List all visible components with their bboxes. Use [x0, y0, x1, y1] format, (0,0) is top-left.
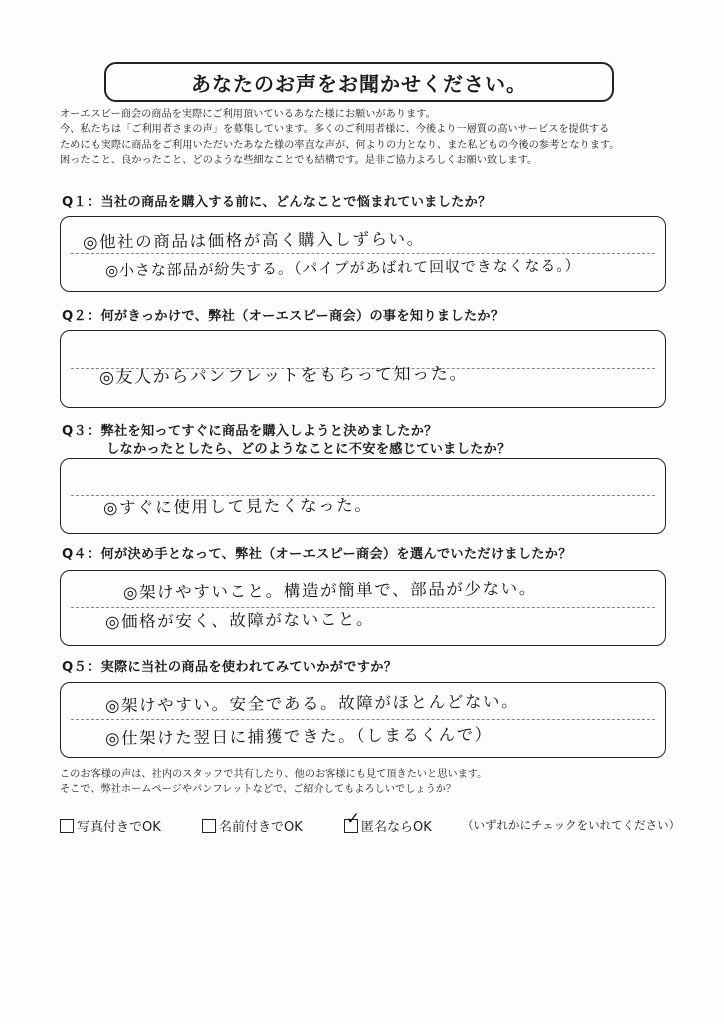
question-2-label: Q２：何がきっかけで、弊社（オーエスピー商会）の事を知りましたか？: [62, 309, 505, 324]
handwritten-answer: ◎架けやすい。安全である。故障がほとんどない。: [104, 691, 520, 716]
handwritten-answer: ◎架けやすいこと。構造が簡単で、部品が少ない。: [122, 578, 537, 603]
intro-line: オーエスピー商会の商品を実際にご利用頂いているあなた様にお願いがあります。: [60, 109, 436, 120]
intro-line: 今、私たちは「ご利用者さまの声」を募集しています。多くのご利用者様に、今後より一層質の高いサービスを提供する: [60, 124, 610, 136]
answer-box-q2: [60, 330, 666, 408]
handwritten-answer: ◎価格が安く、故障がないこと。: [104, 609, 375, 632]
answer-box-q3: [60, 458, 666, 534]
handwritten-answer: ◎他社の商品は価格が高く購入しずらい。: [82, 229, 425, 252]
question-3-label-line2: しなかったとしたら、どのようなことに不安を感じていましたか？: [106, 442, 511, 457]
answer-box-q1: [60, 216, 666, 292]
checkbox-photo[interactable]: [60, 819, 74, 833]
option-anonymous-label: 匿名ならOK: [361, 820, 432, 835]
question-5-label: Q５：実際に当社の商品を使われてみていかがですか？: [62, 660, 398, 675]
option-name-label: 名前付きでOK: [219, 820, 303, 835]
rule-line: [71, 719, 655, 720]
checkbox-name[interactable]: [202, 819, 216, 833]
option-photo[interactable]: [60, 816, 161, 835]
answer-box-q4: [60, 570, 666, 646]
option-anonymous[interactable]: [344, 808, 432, 835]
handwritten-answer: ◎小さな部品が紛失する。（パイプがあばれて回収できなくなる。）: [104, 256, 581, 280]
check-mark-icon: ✓: [346, 808, 361, 829]
handwritten-answer: ◎仕架けた翌日に捕獲できた。（しまるくんで）: [104, 724, 493, 749]
question-1-label: Q１：当社の商品を購入する前に、どんなことで悩まれていましたか？: [62, 195, 492, 210]
option-photo-label: 写真付きでOK: [77, 820, 161, 835]
outro-line: そこで、弊社ホームページやパンフレットなどで、ご紹介してもよろしいでしょうか？: [60, 784, 457, 796]
question-4-label: Q４：何が決め手となって、弊社（オーエスピー商会）を選んでいただけましたか？: [62, 547, 572, 562]
handwritten-answer: ◎友人からパンフレットをもらって知った。: [98, 364, 469, 388]
intro-text: [60, 107, 680, 168]
intro-line: ためにも実際に商品をご利用いただいたあなた様の率直な声が、何よりの力となり、また私どもの今後の参考となります。: [60, 139, 620, 151]
answer-box-q5: [60, 682, 666, 758]
outro-line: このお客様の声は、社内のスタッフで共有したり、他のお客様にも見て頂きたいと思います。: [60, 769, 488, 780]
options-note: （いずれかにチェックをいれてください）: [462, 818, 681, 832]
option-name[interactable]: [202, 816, 303, 835]
page-title: あなたのお声をお聞かせください。: [104, 62, 614, 102]
checkbox-anonymous[interactable]: [344, 808, 361, 833]
question-3-label: Q３：弊社を知ってすぐに商品を購入しようと決めましたか？: [62, 424, 438, 439]
handwritten-answer: ◎すぐに使用して見たくなった。: [102, 495, 373, 518]
consent-options: [60, 808, 681, 838]
outro-text: [60, 767, 680, 798]
intro-line: 困ったこと、良かったこと、どのような些細なことでも結構です。是非ご協力よろしくお願い致します。: [60, 154, 538, 166]
